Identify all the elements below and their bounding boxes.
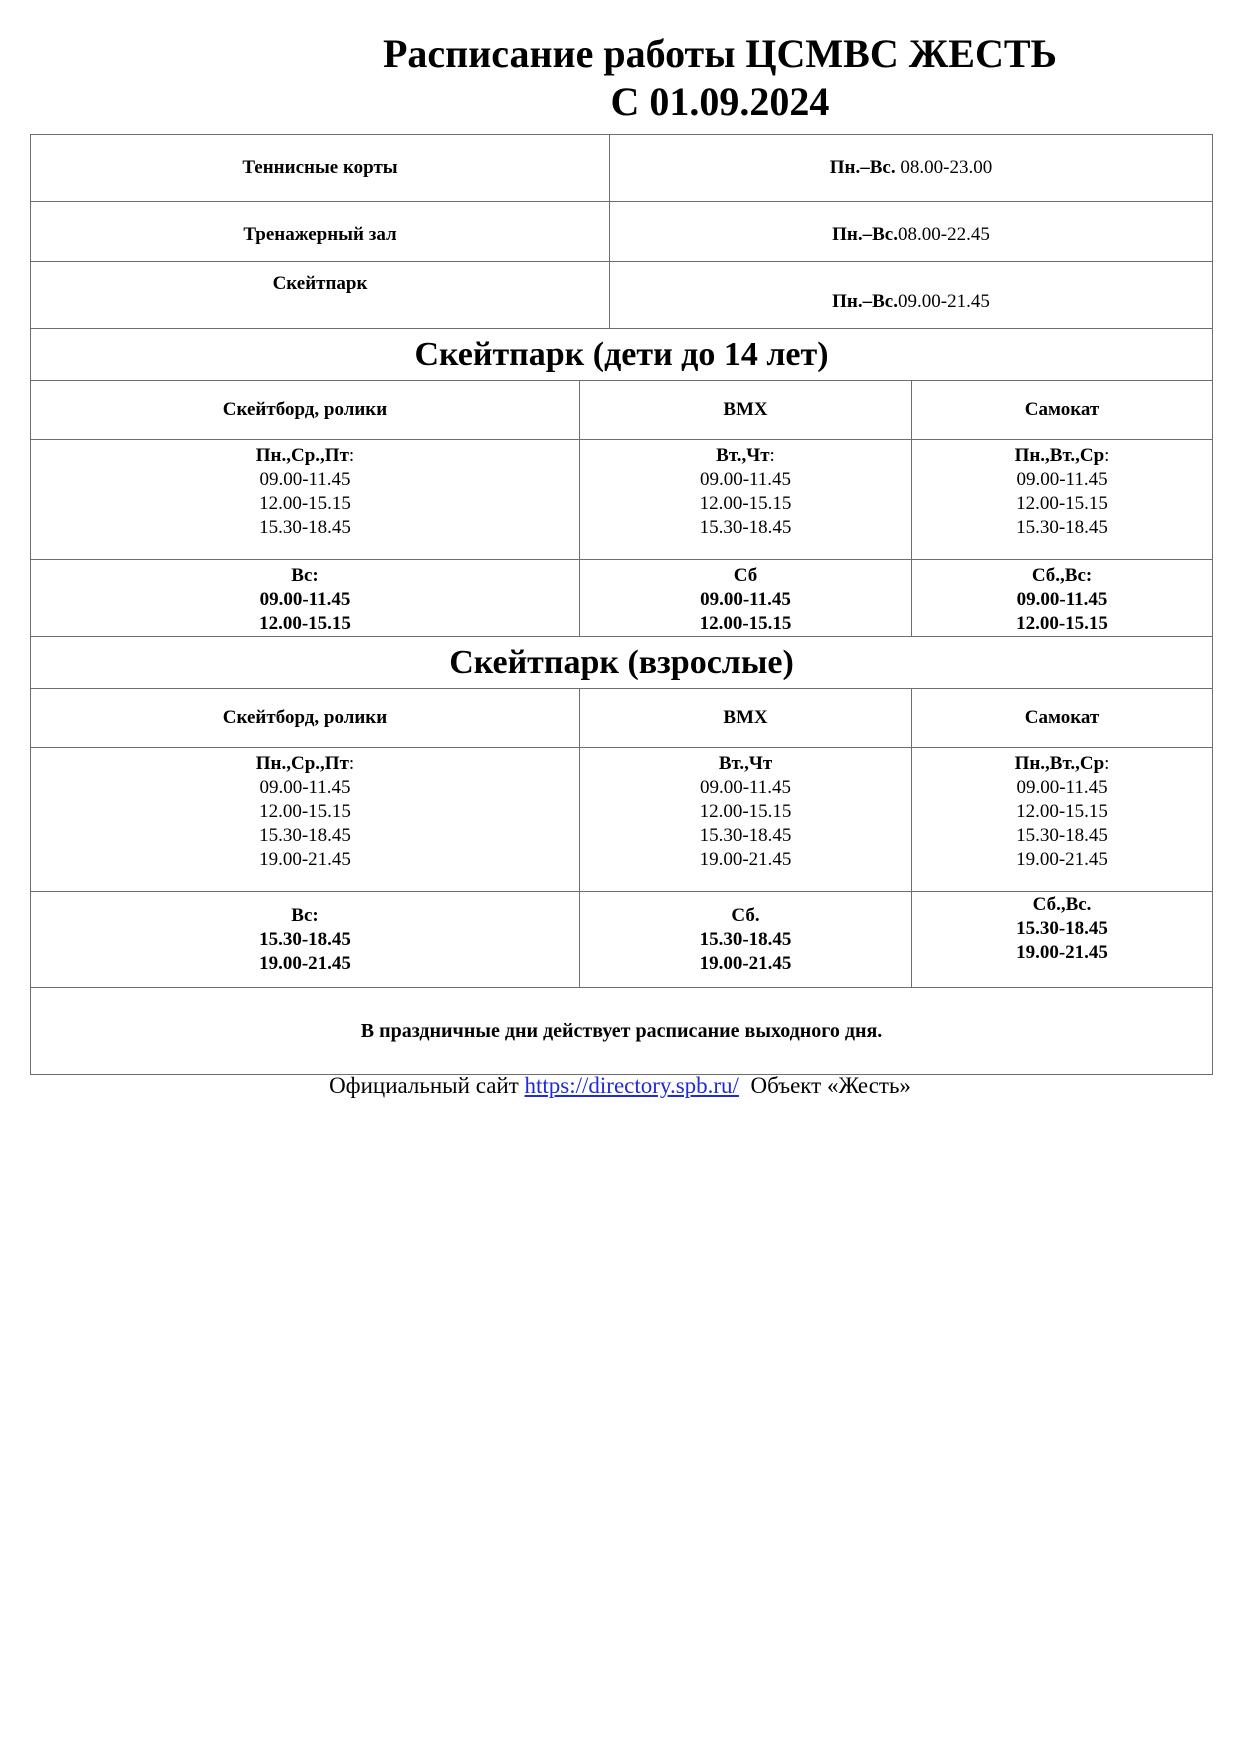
schedule-cell: [912, 748, 1213, 892]
time-slot: 15.30-18.45: [699, 517, 792, 538]
time-slot: 12.00-15.15: [259, 493, 351, 514]
schedule-cell: [31, 560, 580, 637]
facility-name: Тренажерный зал: [31, 202, 610, 262]
title-line-1: Расписание работы ЦСМВС ЖЕСТЬ: [382, 31, 1057, 76]
cell-days: Вс:: [291, 905, 319, 926]
adults-weekend-row: [31, 892, 1213, 988]
facility-time: 08.00-23.00: [895, 157, 993, 178]
kids-weekend-row: [31, 560, 1213, 637]
time-slot: 12.00-15.15: [699, 801, 792, 822]
facility-time: 08.00-22.45: [898, 223, 990, 245]
cell-days: Пн.,Вт.,Ср: [1014, 753, 1105, 774]
facility-row: [31, 262, 1213, 329]
cell-days: Пн.,Ср.,Пт: [255, 445, 349, 466]
facility-row: [31, 135, 1213, 202]
time-slot: 15.30-18.45: [1016, 825, 1108, 846]
time-slot: 12.00-15.15: [1016, 801, 1108, 822]
title-line-2: С 01.09.2024: [610, 79, 830, 124]
column-header: Скейтборд, ролики: [31, 689, 580, 748]
time-slot: 12.00-15.15: [699, 613, 792, 634]
schedule-cell: [31, 440, 580, 560]
time-slot: 12.00-15.15: [699, 493, 792, 514]
kids-section-title: Скейтпарк (дети до 14 лет): [31, 329, 1213, 381]
time-slot: 19.00-21.45: [1016, 849, 1108, 870]
time-slot: 12.00-15.15: [259, 613, 351, 634]
time-slot: 12.00-15.15: [259, 801, 351, 822]
time-slot: 19.00-21.45: [1016, 942, 1108, 963]
column-header: Самокат: [912, 381, 1213, 440]
time-slot: 09.00-11.45: [1016, 777, 1108, 798]
cell-days: Сб.,Вс.: [1032, 894, 1092, 915]
facilities-table: [30, 134, 1213, 329]
time-slot: 09.00-11.45: [259, 777, 351, 798]
schedule-cell: [912, 440, 1213, 560]
time-slot: 19.00-21.45: [699, 953, 792, 974]
cell-days: Вт.,Чт: [716, 445, 770, 466]
kids-weekday-row: [31, 440, 1213, 560]
kids-header-row: [31, 381, 1213, 440]
schedule-cell: [912, 892, 1213, 988]
facility-days: Пн.–Вс.: [829, 157, 896, 178]
cell-colon: :: [348, 753, 355, 774]
adults-weekday-row: [31, 748, 1213, 892]
time-slot: 15.30-18.45: [259, 517, 351, 538]
schedule-cell: [31, 892, 580, 988]
cell-days: Пн.,Ср.,Пт: [255, 753, 349, 774]
time-slot: 19.00-21.45: [259, 953, 351, 974]
facility-hours: [610, 202, 1213, 262]
time-slot: 09.00-11.45: [1016, 589, 1108, 610]
time-slot: 15.30-18.45: [1016, 918, 1108, 939]
cell-colon: :: [348, 445, 355, 466]
schedule-sheet: [30, 134, 1212, 1075]
cell-days: Сб.,Вс:: [1031, 565, 1093, 586]
time-slot: 12.00-15.15: [1016, 613, 1108, 634]
column-header: BMX: [580, 381, 912, 440]
cell-days: Сб: [733, 565, 758, 586]
cell-days: Пн.,Вт.,Ср: [1014, 445, 1105, 466]
cell-days: Вт.,Чт: [718, 753, 773, 774]
cell-colon: :: [1104, 753, 1110, 774]
document-title: [0, 30, 1240, 126]
time-slot: 09.00-11.45: [699, 469, 792, 490]
holiday-note: В праздничные дни действует расписание выходного дня.: [31, 988, 1213, 1075]
schedule-cell: [912, 560, 1213, 637]
time-slot: 12.00-15.15: [1016, 493, 1108, 514]
cell-colon: :: [1104, 445, 1110, 466]
cell-colon: :: [769, 445, 775, 466]
column-header: Скейтборд, ролики: [31, 381, 580, 440]
time-slot: 19.00-21.45: [699, 849, 792, 870]
column-header: BMX: [580, 689, 912, 748]
facility-hours: [610, 135, 1213, 202]
time-slot: 15.30-18.45: [699, 929, 792, 950]
schedule-cell: [580, 440, 912, 560]
time-slot: 15.30-18.45: [259, 825, 351, 846]
column-header: Самокат: [912, 689, 1213, 748]
schedule-cell: [31, 748, 580, 892]
time-slot: 09.00-11.45: [259, 589, 351, 610]
facility-time: 09.00-21.45: [898, 291, 990, 312]
facility-row: [31, 202, 1213, 262]
cell-days: Сб.: [731, 905, 760, 926]
schedule-cell: [580, 560, 912, 637]
time-slot: 15.30-18.45: [699, 825, 792, 846]
facility-days: Пн.–Вс.: [832, 291, 898, 312]
time-slot: 15.30-18.45: [1016, 517, 1108, 538]
facility-days: Пн.–Вс.: [832, 223, 898, 245]
time-slot: 09.00-11.45: [259, 469, 351, 490]
facility-hours: [610, 262, 1213, 329]
footer-suffix: Объект «Жесть»: [738, 1073, 911, 1098]
time-slot: 09.00-11.45: [699, 777, 792, 798]
kids-schedule-table: [30, 328, 1213, 1075]
time-slot: 09.00-11.45: [1016, 469, 1108, 490]
footer: [0, 1071, 1240, 1101]
time-slot: 09.00-11.45: [700, 589, 791, 610]
schedule-cell: [580, 748, 912, 892]
facility-name: Теннисные корты: [31, 135, 610, 202]
adults-header-row: [31, 689, 1213, 748]
facility-name: Скейтпарк: [31, 262, 610, 329]
official-site-link[interactable]: https://directory.spb.ru/: [524, 1073, 739, 1098]
footer-prefix: Официальный сайт: [329, 1073, 525, 1098]
adults-section-title: Скейтпарк (взрослые): [31, 637, 1213, 689]
time-slot: 19.00-21.45: [259, 849, 351, 870]
cell-days: Вс:: [291, 565, 319, 586]
schedule-cell: [580, 892, 912, 988]
time-slot: 15.30-18.45: [259, 929, 351, 950]
